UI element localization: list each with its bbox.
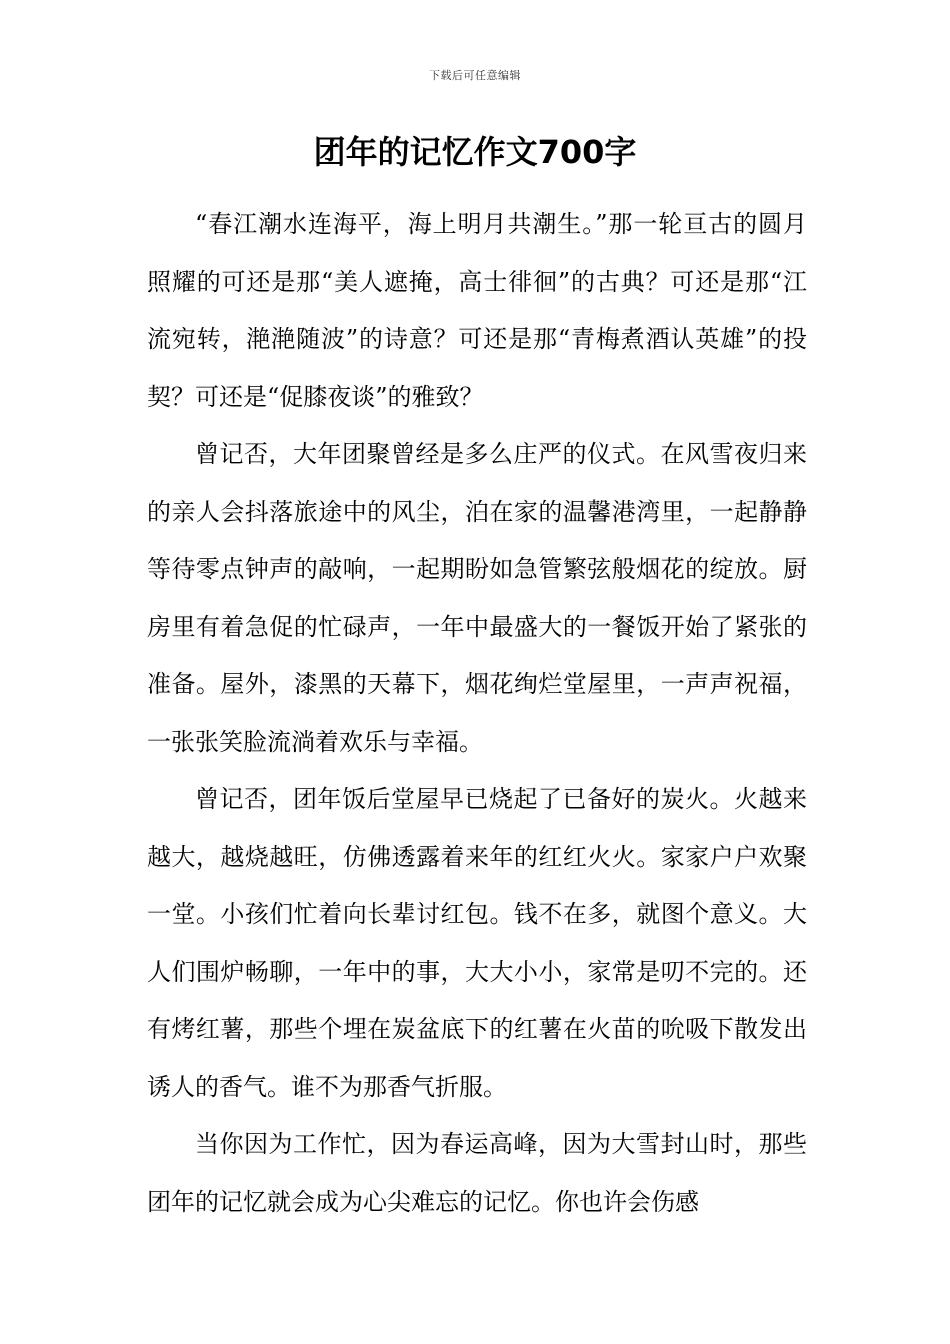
- paragraph: 曾记否，大年团聚曾经是多么庄严的仪式。在风雪夜归来的亲人会抖落旅途中的风尘，泊在家的温馨港湾里，一起静静等待零点钟声的敲响，一起期盼如急管繁弦般烟花的绽放。厨房里有着急促的忙碌声，一年中最盛大的一餐饭开始了紧张的准备。屋外，漆黑的天幕下，烟花绚烂堂屋里，一声声祝福，一张张笑脸流淌着欢乐与幸福。: [147, 440, 807, 756]
- document-title: 团年的记忆作文700字: [313, 133, 637, 171]
- document-body: [147, 196, 807, 1231]
- header-note: 下载后可任意编辑: [429, 69, 521, 82]
- paragraph: “春江潮水连海平，海上明月共潮生。”那一轮亘古的圆月照耀的可还是那“美人遮掩，高士徘徊”的古典？可还是那“江流宛转，滟滟随波”的诗意？可还是那“青梅煮酒认英雄”的投契？可还是“促膝夜谈”的雅致？: [147, 210, 807, 411]
- paragraph: 曾记否，团年饭后堂屋早已烧起了已备好的炭火。火越来越大，越烧越旺，仿佛透露着来年的红红火火。家家户户欢聚一堂。小孩们忙着向长辈讨红包。钱不在多，就图个意义。大人们围炉畅聊，一年中的事，大大小小，家常是叨不完的。还有烤红薯，那些个埋在炭盆底下的红薯在火苗的吮吸下散发出诱人的香气。谁不为那香气折服。: [147, 785, 807, 1101]
- paragraph: 当你因为工作忙，因为春运高峰，因为大雪封山时，那些团年的记忆就会成为心尖难忘的记忆。你也许会伤感: [147, 1130, 807, 1216]
